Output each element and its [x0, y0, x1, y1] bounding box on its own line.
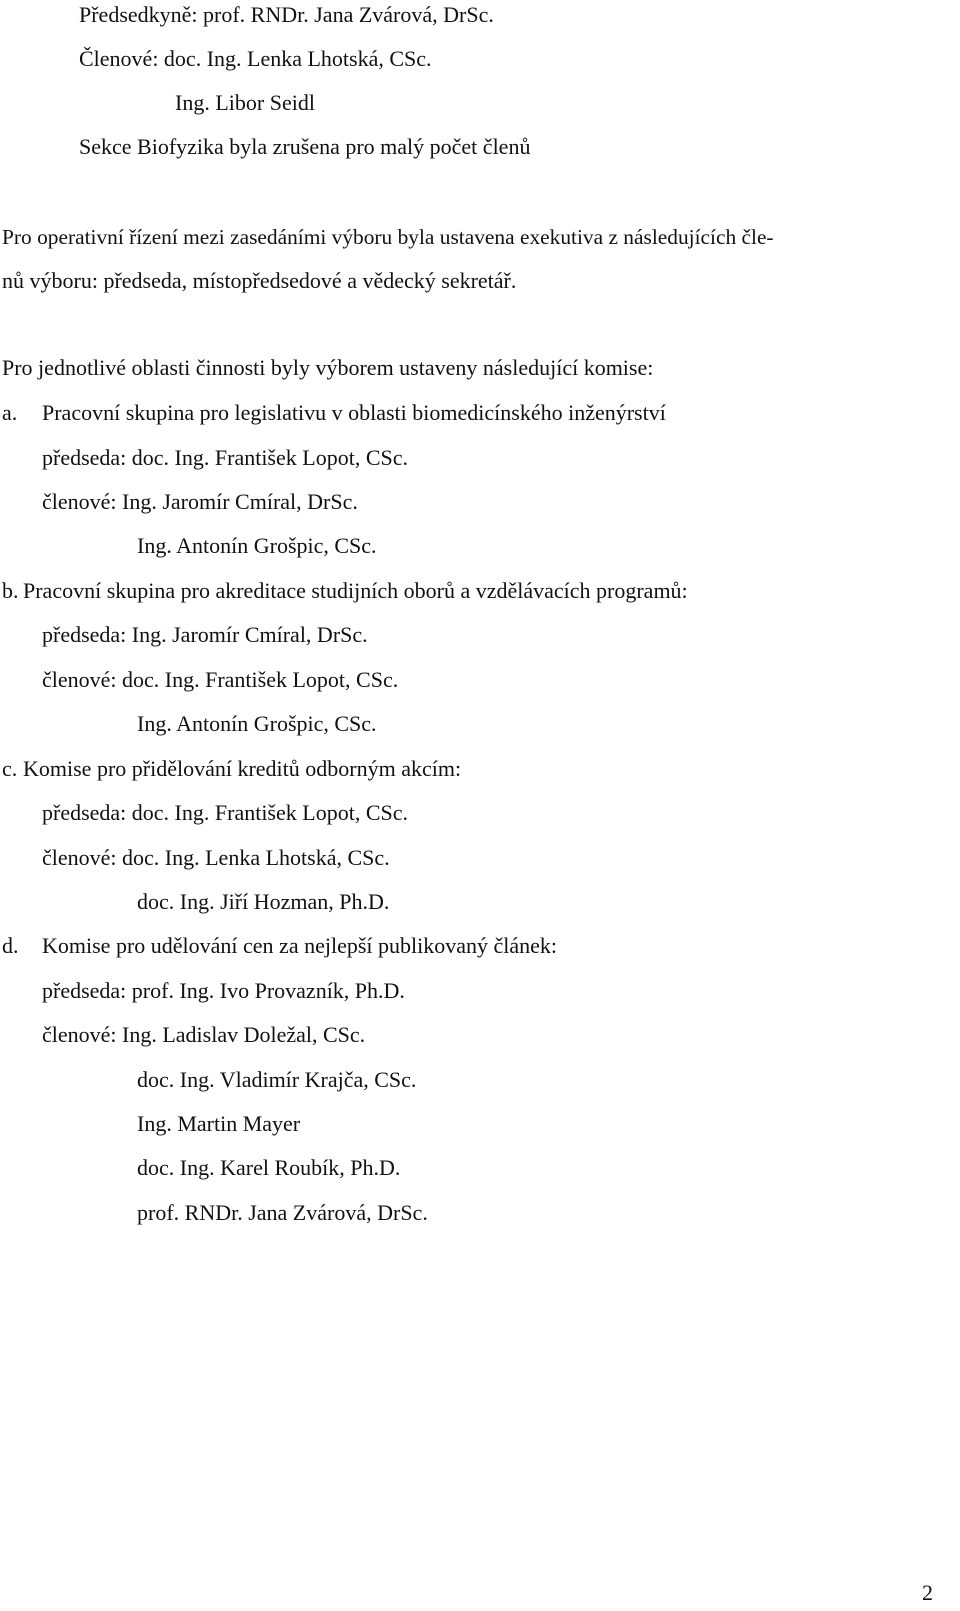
group-a-member: Ing. Antonín Grošpic, CSc. [137, 533, 377, 558]
group-c-members: členové: doc. Ing. Lenka Lhotská, CSc. [42, 845, 390, 870]
group-title: Pracovní skupina pro legislativu v oblasti biomedicínského inženýrství [42, 400, 666, 425]
group-d-member: prof. RNDr. Jana Zvárová, DrSc. [137, 1200, 428, 1225]
group-title: Komise pro udělování cen za nejlepší publikovaný článek: [42, 933, 558, 958]
group-d-member: Ing. Martin Mayer [137, 1111, 301, 1136]
group-b-members: členové: doc. Ing. František Lopot, CSc. [42, 667, 399, 692]
list-marker: a. [2, 400, 18, 425]
section-note: Sekce Biofyzika byla zrušena pro malý počet členů [79, 134, 531, 159]
paragraph-executive-line2: nů výboru: předseda, místopředsedové a vědecký sekretář. [2, 268, 517, 293]
list-marker: c. [2, 756, 18, 781]
group-d-member: doc. Ing. Vladimír Krajča, CSc. [137, 1067, 417, 1092]
group-title: Pracovní skupina pro akreditace studijních oborů a vzdělávacích programů: [23, 578, 688, 603]
group-c-title [2, 756, 461, 782]
section-member: Ing. Libor Seidl [175, 90, 315, 115]
group-d-title [2, 933, 557, 959]
group-c-chair: předseda: doc. Ing. František Lopot, CSc. [42, 800, 408, 825]
group-title: Komise pro přidělování kreditů odborným akcím: [23, 756, 462, 781]
section-chair: Předsedkyně: prof. RNDr. Jana Zvárová, DrSc. [79, 2, 494, 27]
group-b-title [2, 578, 688, 604]
group-a-title [2, 400, 666, 426]
page-number: 2 [922, 1580, 933, 1605]
group-d-member: doc. Ing. Karel Roubík, Ph.D. [137, 1155, 401, 1180]
group-b-member: Ing. Antonín Grošpic, CSc. [137, 711, 377, 736]
section-members: Členové: doc. Ing. Lenka Lhotská, CSc. [79, 46, 432, 71]
group-b-chair: předseda: Ing. Jaromír Cmíral, DrSc. [42, 622, 368, 647]
paragraph-executive-line1: Pro operativní řízení mezi zasedáními výboru byla ustavena exekutiva z následujících čle- [2, 225, 774, 249]
group-d-members: členové: Ing. Ladislav Doležal, CSc. [42, 1022, 366, 1047]
list-marker: d. [2, 933, 19, 958]
commissions-intro: Pro jednotlivé oblasti činnosti byly výborem ustaveny následující komise: [2, 355, 654, 380]
group-d-chair: předseda: prof. Ing. Ivo Provazník, Ph.D. [42, 978, 405, 1003]
group-a-members: členové: Ing. Jaromír Cmíral, DrSc. [42, 489, 358, 514]
list-marker: b. [2, 578, 19, 603]
group-c-member: doc. Ing. Jiří Hozman, Ph.D. [137, 889, 390, 914]
group-a-chair: předseda: doc. Ing. František Lopot, CSc. [42, 445, 408, 470]
